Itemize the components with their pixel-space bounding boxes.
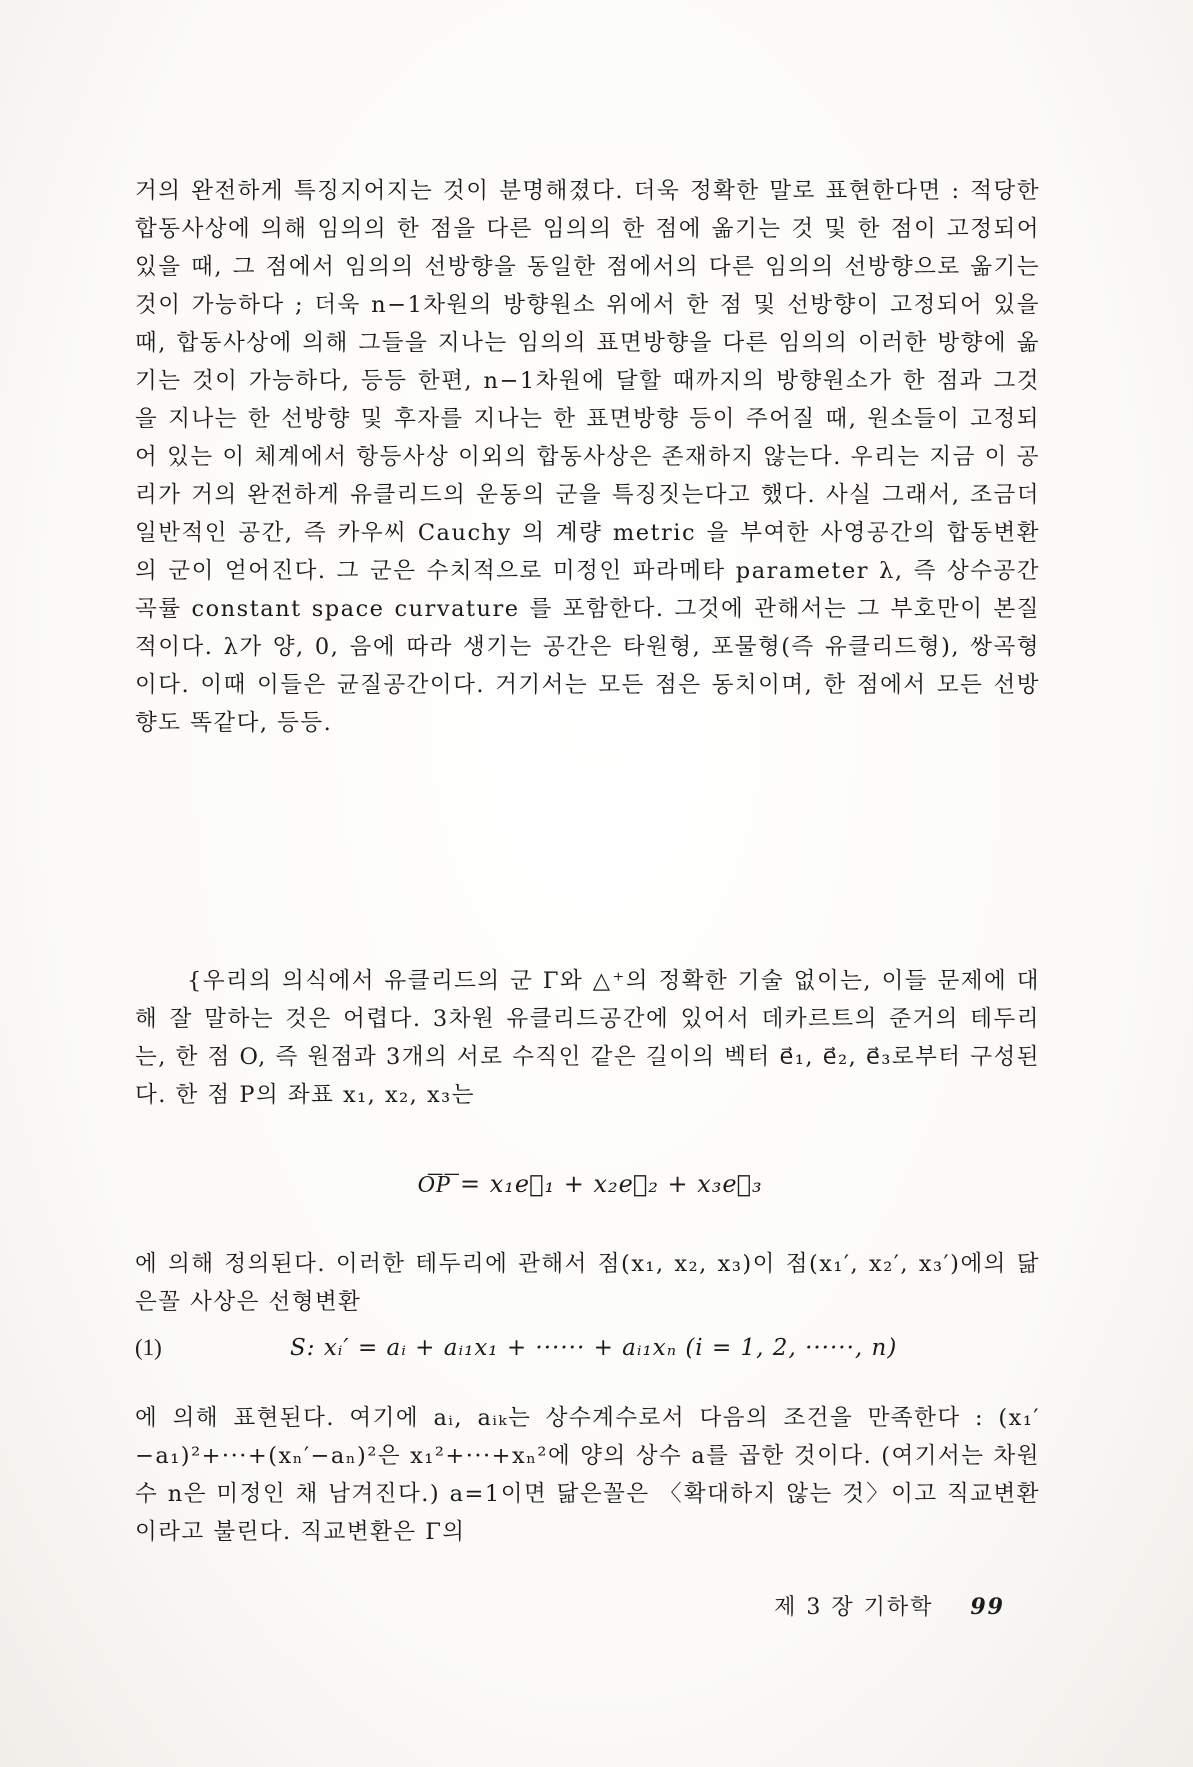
paragraph-3: 에 의해 정의된다. 이러한 테두리에 관해서 점(x₁, x₂, x₃)이 점(x₁′, x₂′, x₃′)에의 닮은꼴 사상은 선형변환 bbox=[135, 1251, 1040, 1315]
equation-body: S: xᵢ′ = aᵢ + aᵢ₁x₁ + ······ + aᵢ₁xₙ (i = 1, 2, ······, n) bbox=[290, 1335, 898, 1361]
chapter-title: 제 3 장 기하학 bbox=[774, 1595, 934, 1620]
paragraph-4: 에 의해 표현된다. 여기에 aᵢ, aᵢₖ는 상수계수로서 다음의 조건을 만족한다 : (x₁′−a₁)²+···+(xₙ′−aₙ)²은 x₁²+···+xₙ²에 양의 상수 a를 곱한 것이다. (여기서는 차원수 n은 미정인 채 남겨진다.) a=1이면 닮은꼴은 〈확대하지 않는 것〉이고 직교변환이라고 불린다. 직교변환은 Γ의 bbox=[135, 1405, 1040, 1545]
page-number: 99 bbox=[970, 1594, 1005, 1620]
vector-op-formula: O͞P͞ = x₁e⃗₁ + x₂e⃗₂ + x₃e⃗₃ bbox=[417, 1170, 763, 1198]
page-footer bbox=[774, 1590, 1005, 1621]
paragraph-1: 거의 완전하게 특징지어지는 것이 분명해졌다. 더욱 정확한 말로 표현한다면 : 적당한 합동사상에 의해 임의의 한 점을 다른 임의의 한 점에 옮기는 것 및 한 점이 고정되어 있을 때, 그 점에서 임의의 선방향을 동일한 점에서의 다른 임의의 선방향으로 옮기는 것이 가능하다 ; 더욱 n−1차원의 방향원소 위에서 한 점 및 선방향이 고정되어 있을 때, 합동사상에 의해 그들을 지나는 임의의 표면방향을 다른 임의의 이러한 방향에 옮기는 것이 가능하다, 등등 한편, n−1차원에 달할 때까지의 방향원소가 한 점과 그것을 지나는 한 선방향 및 후자를 지나는 한 표면방향 등이 주어질 때, 원소들이 고정되어 있는 이 체계에서 항등사상 이외의 합동사상은 존재하지 않는다. 우리는 지금 이 공리가 거의 완전하게 유클리드의 운동의 군을 특징짓는다고 했다. 사실 그래서, 조금더 일반적인 공간, 즉 카우씨 Cauchy 의 계량 metric 을 부여한 사영공간의 합동변환의 군이 얻어진다. 그 군은 수치적으로 미정인 파라메타 parameter λ, 즉 상수공간곡률 constant space curvature 를 포함한다. 그것에 관해서는 그 부호만이 본질적이다. λ가 양, 0, 음에 따라 생기는 공간은 타원형, 포물형(즉 유클리드형), 쌍곡형이다. 이때 이들은 균질공간이다. 거기서는 모든 점은 동치이며, 한 점에서 모든 선방향도 똑같다, 등등. bbox=[135, 178, 1040, 736]
paragraph-2: {우리의 의식에서 유클리드의 군 Γ와 △⁺의 정확한 기술 없이는, 이들 문제에 대해 잘 말하는 것은 어렵다. 3차원 유클리드공간에 있어서 데카르트의 준거의 테두리는, 한 점 O, 즉 원점과 3개의 서로 수직인 같은 길이의 벡터 e⃗₁, e⃗₂, e⃗₃로부터 구성된다. 한 점 P의 좌표 x₁, x₂, x₃는 bbox=[135, 968, 1040, 1108]
equation-number: (1) bbox=[135, 1335, 162, 1360]
